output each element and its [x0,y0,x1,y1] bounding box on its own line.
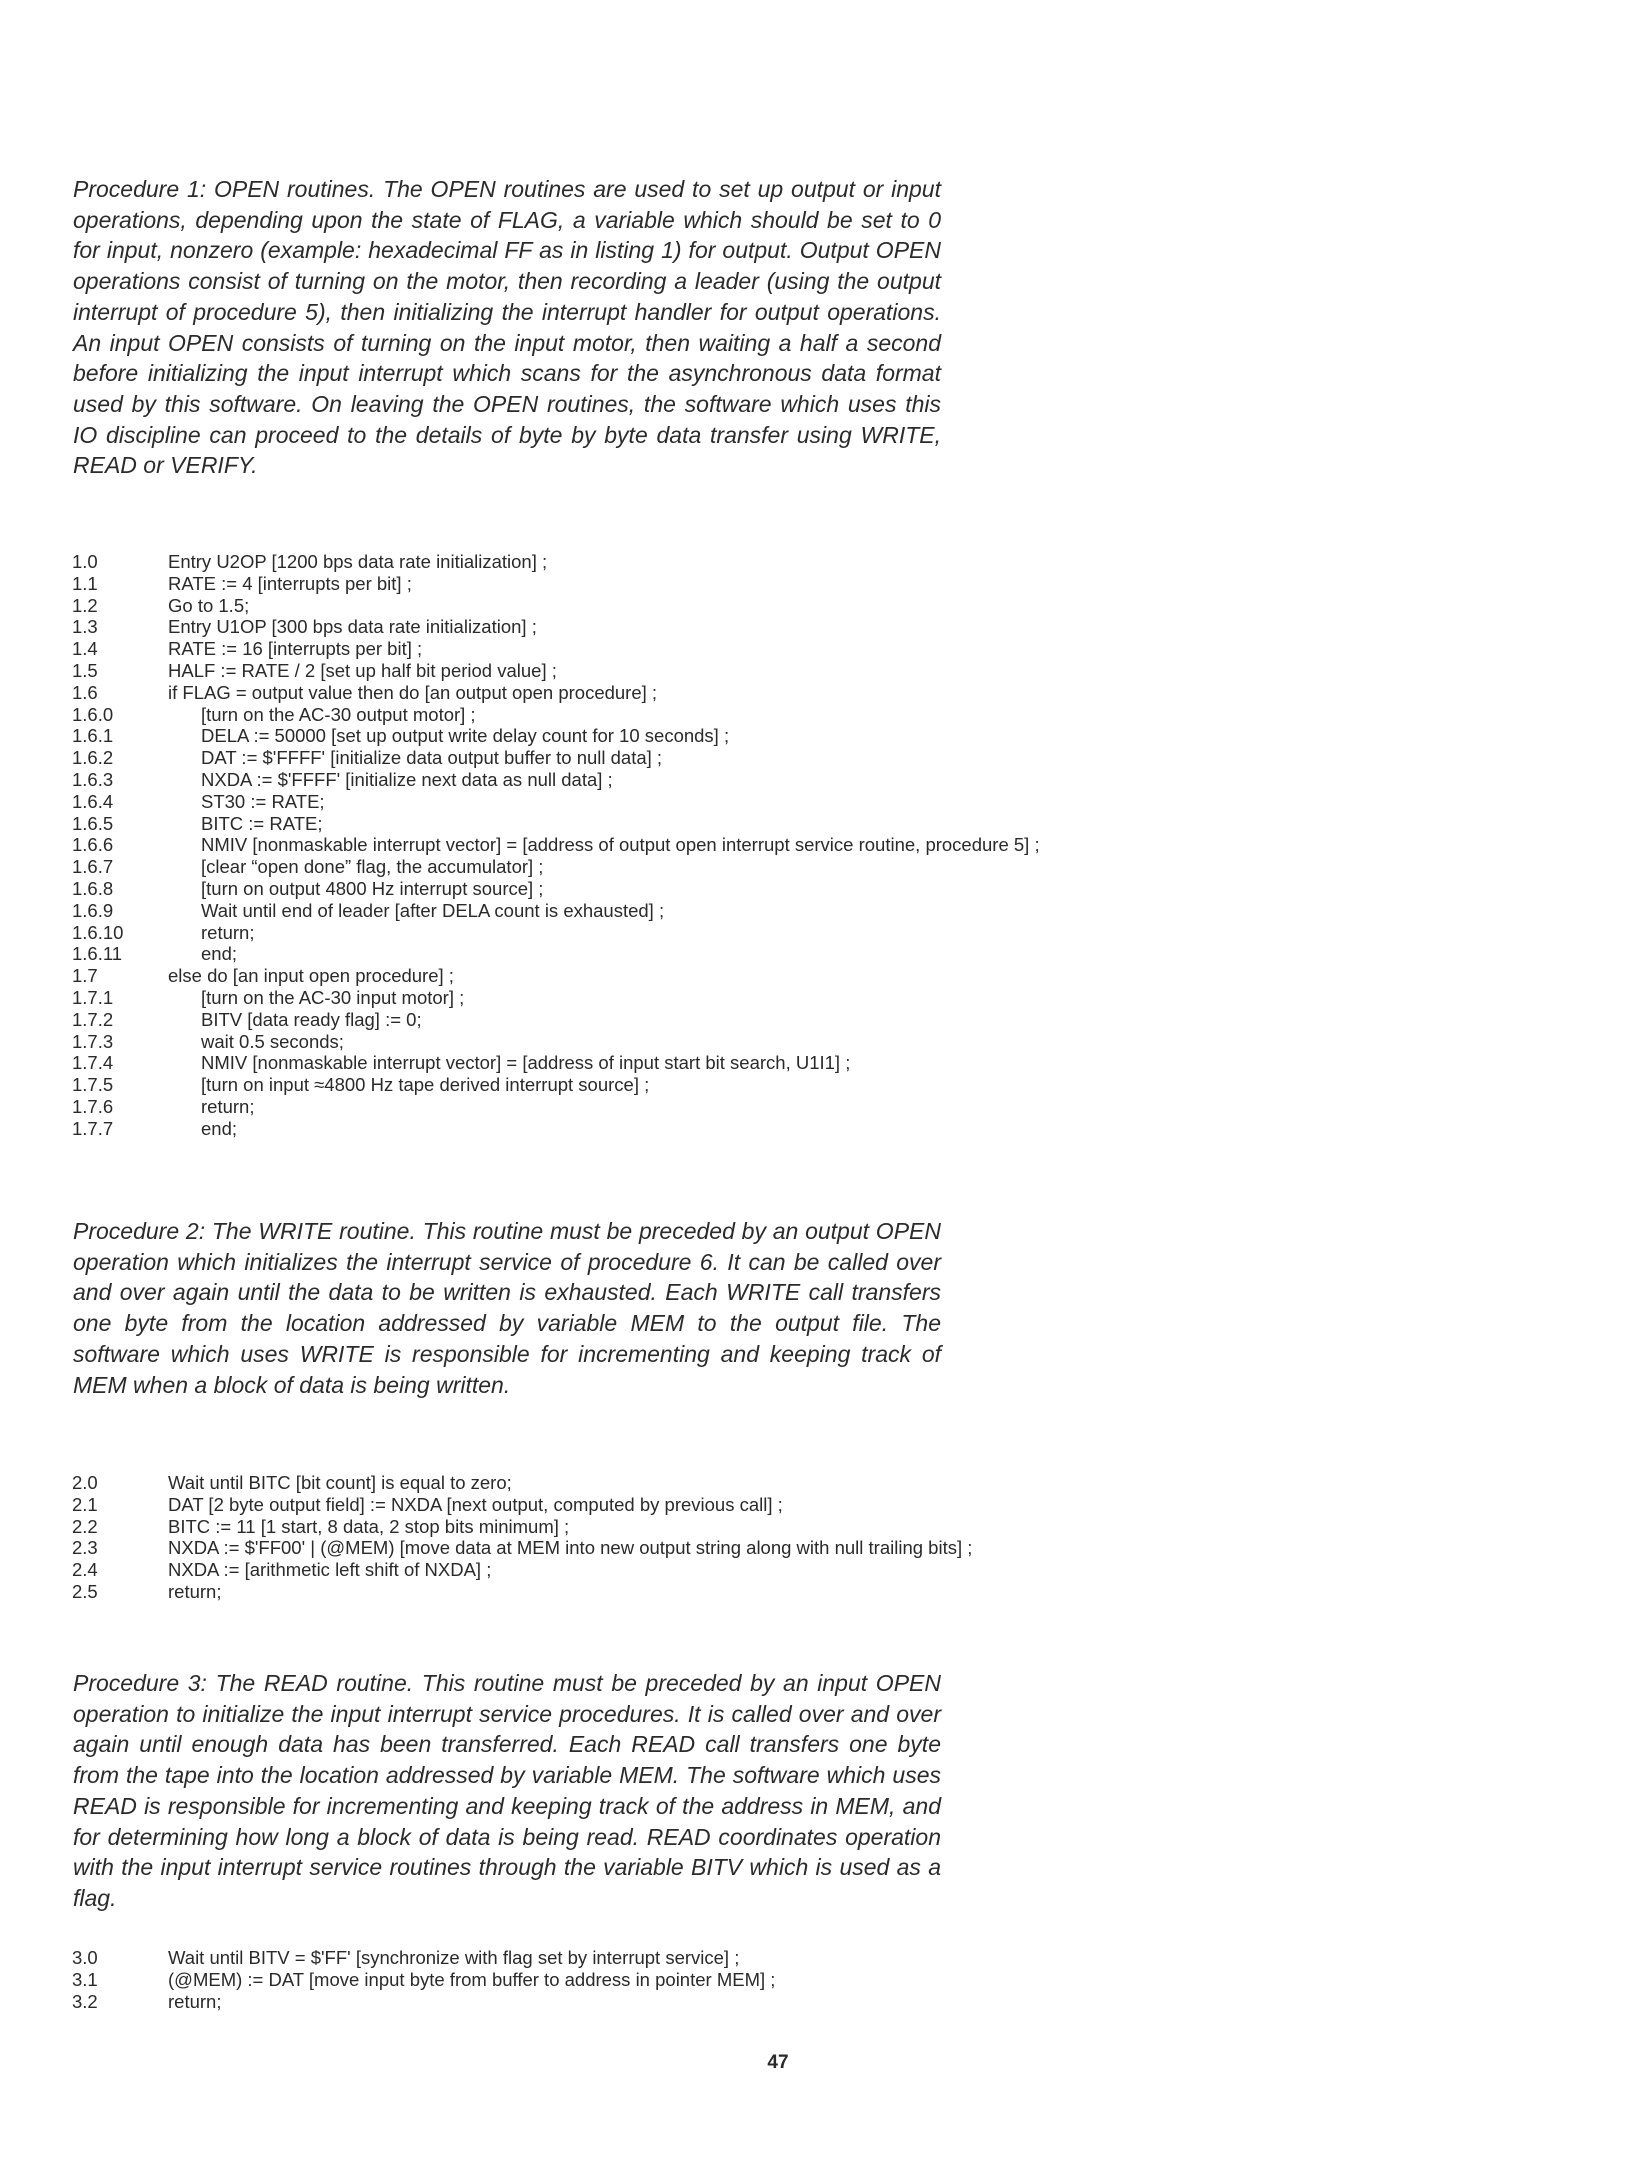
line-code: NXDA := $'FFFF' [initialize next data as null data] ; [201,768,613,790]
line-number: 1.6.9 [72,899,114,921]
line-number: 1.6.6 [72,834,114,856]
listing-line [72,704,1372,726]
line-number: 1.6.2 [72,747,114,769]
line-code: Entry U1OP [300 bps data rate initialization] ; [168,616,537,638]
line-code: end; [201,943,238,965]
listing-line [72,1096,1372,1118]
line-number: 1.6.7 [72,856,114,878]
line-code: NXDA := $'FF00' | (@MEM) [move data at MEM into new output string along with null trailing bits] ; [168,1537,973,1559]
listing-line [72,638,1372,660]
line-number: 1.6 [72,681,98,703]
listing-line [72,943,1372,965]
line-number: 2.3 [72,1537,98,1559]
line-code: Wait until end of leader [after DELA count is exhausted] ; [201,899,665,921]
line-number: 1.1 [72,572,98,594]
line-number: 1.7.5 [72,1074,114,1096]
line-number: 1.2 [72,594,98,616]
listing-line [72,725,1372,747]
line-code: [turn on the AC-30 output motor] ; [201,703,476,725]
listing-line [72,1074,1372,1096]
listing-line [72,1009,1372,1031]
line-number: 3.2 [72,1990,98,2012]
listing-line [72,660,1372,682]
line-code: [turn on the AC-30 input motor] ; [201,986,465,1008]
line-number: 1.6.3 [72,768,114,790]
line-code: return; [168,1580,222,1602]
line-code: return; [201,1095,255,1117]
procedure-2-description: Procedure 2: The WRITE routine. This routine must be preceded by an output OPEN operation which initializes the interrupt service of procedure 6. It can be called over and over again until the data to be written is exhausted. Each WRITE call transfers one byte from the location addressed by variable MEM to the output file. The software which uses WRITE is responsible for incrementing and keeping track of MEM when a block of data is being written. [73,1218,941,1398]
line-number: 2.0 [72,1472,98,1493]
procedure-1-description: Procedure 1: OPEN routines. The OPEN routines are used to set up output or input operations, depending upon the state of FLAG, a variable which should be set to 0 for input, nonzero (example: hexadecimal FF as in listing 1) for output. Output OPEN operations consist of turning on the motor, then recording a leader (using the output interrupt of procedure 5), then initializing the interrupt handler for output operations. An input OPEN consists of turning on the input motor, then waiting a half a second before initializing the input interrupt which scans for the asynchronous data format used by this software. On leaving the OPEN routines, the software which uses this IO discipline can proceed to the details of byte by byte data transfer using WRITE, READ or VERIFY. [73,176,941,479]
line-code: DAT [2 byte output field] := NXDA [next output, computed by previous call] ; [168,1493,783,1515]
line-code: [clear “open done” flag, the accumulator] ; [201,856,544,878]
listing-line [72,1472,1372,1494]
line-number: 2.4 [72,1559,98,1581]
listing-line [72,1947,1372,1969]
line-code: Go to 1.5; [168,594,250,616]
line-number: 1.7.3 [72,1030,114,1052]
listing-line [72,551,1372,573]
line-code: DAT := $'FFFF' [initialize data output buffer to null data] ; [201,747,663,769]
listing-line [72,813,1372,835]
listing-line [72,616,1372,638]
listing-line [72,1991,1372,2013]
procedure-3-description: Procedure 3: The READ routine. This routine must be preceded by an input OPEN operation to initialize the input interrupt service procedures. It is called over and over again until enough data has been transferred. Each READ call transfers one byte from the tape into the location addressed by variable MEM. The software which uses READ is responsible for incrementing and keeping track of the address in MEM, and for determining how long a block of data is being read. READ coordinates operation with the input interrupt service routines through the variable BITV which is used as a flag. [73,1670,941,1911]
line-code: Wait until BITV = $'FF' [synchronize with flag set by interrupt service] ; [168,1947,740,1968]
line-code: end; [201,1117,238,1139]
procedure-1-listing [72,551,1372,1140]
listing-line [72,1118,1372,1140]
line-number: 1.4 [72,638,98,660]
listing-line [72,878,1372,900]
line-number: 2.1 [72,1493,98,1515]
line-code: BITC := 11 [1 start, 8 data, 2 stop bits minimum] ; [168,1515,570,1537]
listing-line [72,1516,1372,1538]
line-code: wait 0.5 seconds; [201,1030,344,1052]
line-code: Wait until BITC [bit count] is equal to zero; [168,1472,512,1493]
line-code: RATE := 4 [interrupts per bit] ; [168,572,412,594]
procedure-2-listing [72,1472,1372,1603]
listing-line [72,1581,1372,1603]
listing-line [72,834,1372,856]
listing-line [72,573,1372,595]
line-code: NMIV [nonmaskable interrupt vector] = [address of output open interrupt service routine, procedure 5] ; [201,834,1040,856]
line-code: BITC := RATE; [201,812,323,834]
line-code: return; [201,921,255,943]
line-code: BITV [data ready flag] := 0; [201,1008,422,1030]
line-number: 1.6.11 [72,943,123,965]
line-number: 1.6.10 [72,921,124,943]
listing-line [72,987,1372,1009]
line-code: return; [168,1990,222,2012]
page-number: 47 [767,2052,789,2073]
line-code: [turn on output 4800 Hz interrupt source] ; [201,877,544,899]
line-code: else do [an input open procedure] ; [168,965,454,987]
line-number: 2.5 [72,1580,98,1602]
line-number: 1.7.7 [72,1117,114,1139]
line-code: (@MEM) := DAT [move input byte from buffer to address in pointer MEM] ; [168,1968,776,1990]
listing-line [72,922,1372,944]
line-number: 1.7.4 [72,1052,114,1074]
line-code: Entry U2OP [1200 bps data rate initialization] ; [168,551,548,572]
line-number: 1.6.8 [72,877,114,899]
line-code: RATE := 16 [interrupts per bit] ; [168,638,423,660]
line-code: if FLAG = output value then do [an output open procedure] ; [168,681,658,703]
listing-line [72,791,1372,813]
line-number: 1.6.0 [72,703,114,725]
line-number: 1.6.1 [72,725,114,747]
line-number: 3.1 [72,1968,98,1990]
line-code: [turn on input ≈4800 Hz tape derived interrupt source] ; [201,1074,650,1096]
line-code: DELA := 50000 [set up output write delay count for 10 seconds] ; [201,725,730,747]
line-number: 1.5 [72,659,98,681]
line-number: 1.0 [72,551,98,572]
line-code: ST30 := RATE; [201,790,325,812]
line-number: 1.7.1 [72,986,114,1008]
listing-line [72,965,1372,987]
line-number: 3.0 [72,1947,98,1968]
listing-line [72,595,1372,617]
listing-line [72,1031,1372,1053]
line-number: 1.6.4 [72,790,114,812]
line-number: 1.7 [72,965,98,987]
line-code: HALF := RATE / 2 [set up half bit period value] ; [168,659,557,681]
line-number: 1.7.6 [72,1095,114,1117]
listing-line [72,1494,1372,1516]
line-number: 1.3 [72,616,98,638]
listing-line [72,1052,1372,1074]
listing-line [72,1969,1372,1991]
listing-line [72,682,1372,704]
listing-line [72,1537,1372,1559]
line-code: NMIV [nonmaskable interrupt vector] = [address of input start bit search, U1I1] ; [201,1052,851,1074]
listing-line [72,1559,1372,1581]
listing-line [72,769,1372,791]
listing-line [72,900,1372,922]
line-number: 2.2 [72,1515,98,1537]
line-number: 1.6.5 [72,812,114,834]
listing-line [72,856,1372,878]
line-number: 1.7.2 [72,1008,114,1030]
line-code: NXDA := [arithmetic left shift of NXDA] ; [168,1559,492,1581]
procedure-3-listing [72,1947,1372,2012]
listing-line [72,747,1372,769]
